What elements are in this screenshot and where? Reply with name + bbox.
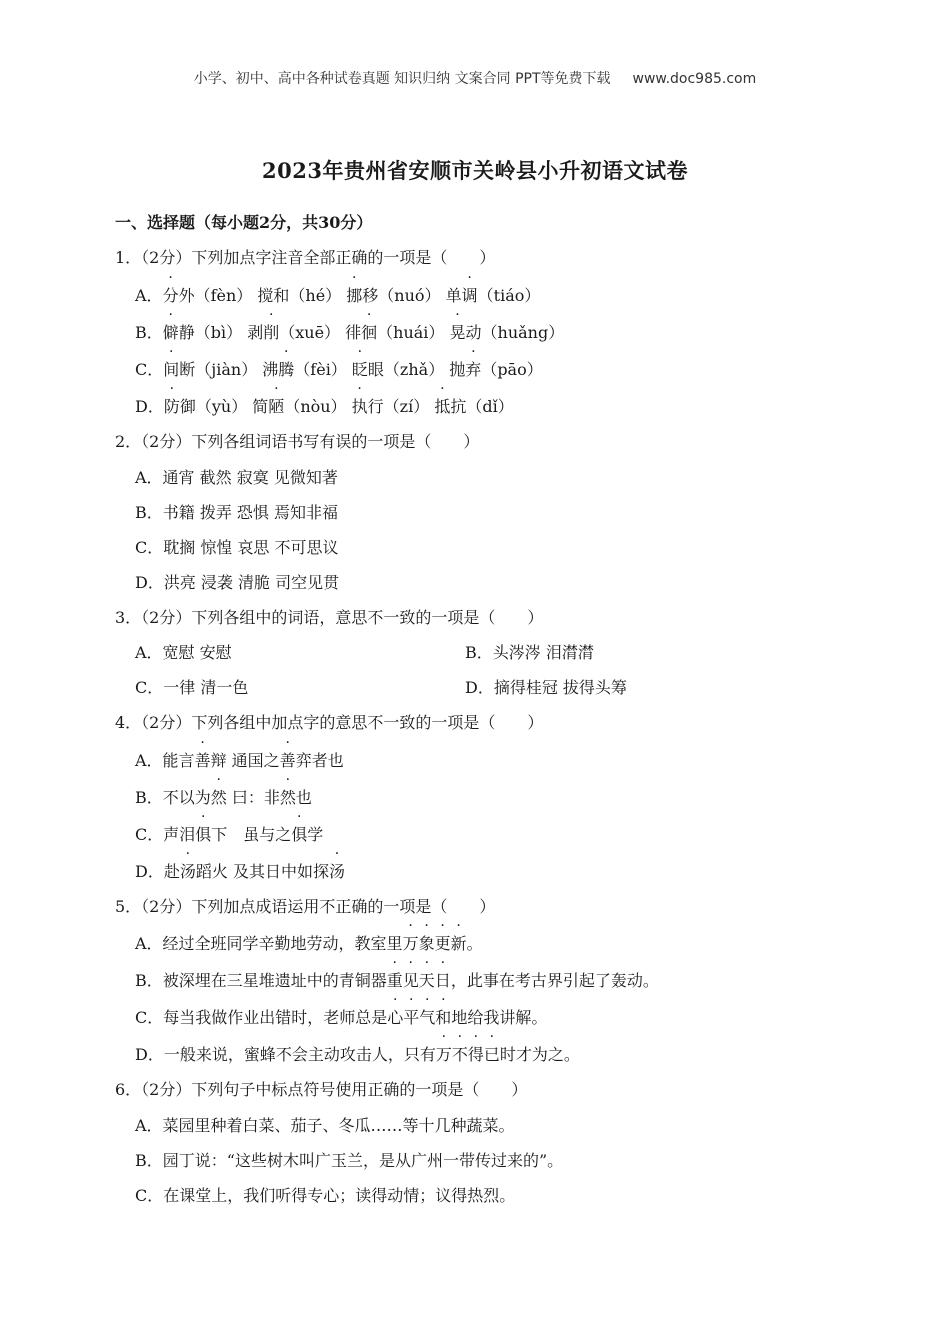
question-6-option-c: C．在课堂上，我们听得专心；读得动情；议得热烈。 — [135, 1186, 516, 1205]
question-3-option-c: C．一律 清一色 — [135, 678, 249, 697]
question-4-option-c: C．声泪俱下 虽与之俱学 — [135, 825, 324, 844]
question-5-option-a: A．经过全班同学辛勤地劳动，教室里万象更新。 — [135, 934, 483, 953]
question-5-option-c: C．每当我做作业出错时，老师总是心平气和地给我讲解。 — [135, 1008, 548, 1027]
question-1-option-a: A．分外（fèn） 搅和（hé） 挪移（nuó） 单调（tiáo） — [135, 286, 541, 305]
question-4-option-b: B．不以为然 曰：非然也 — [135, 788, 312, 807]
page-title: 2023年贵州省安顺市关岭县小升初语文试卷 — [262, 158, 688, 183]
question-3-option-a: A．宽慰 安慰 — [135, 643, 232, 662]
question-3-stem: 3．（2分）下列各组中的词语，意思不一致的一项是（ ） — [115, 608, 544, 627]
question-2-option-b: B．书籍 拨弄 恐惧 焉知非福 — [135, 503, 339, 522]
section-heading: 一、选择题（每小题2分，共30分） — [115, 213, 373, 232]
question-6-option-b: B．园丁说：“这些树木叫广玉兰，是从广州一带传过来的”。 — [135, 1151, 564, 1170]
question-6-stem: 6．（2分）下列句子中标点符号使用正确的一项是（ ） — [115, 1080, 528, 1099]
header-text: 小学、初中、高中各种试卷真题 知识归纳 文案合同 PPT等免费下载 — [193, 71, 611, 87]
question-6-option-a: A．菜园里种着白菜、茄子、冬瓜……等十几种蔬菜。 — [135, 1116, 515, 1135]
question-3-option-d: D．摘得桂冠 拔得头筹 — [465, 678, 627, 697]
question-1-option-b: B．僻静（bì） 剥削（xuē） 徘徊（huái） 晃动（huǎng） — [135, 323, 565, 342]
header-url[interactable]: www.doc985.com — [632, 71, 757, 87]
question-4-stem: 4．（2分）下列各组中加点字的意思不一致的一项是（ ） — [115, 713, 544, 732]
question-2-option-a: A．通宵 截然 寂寞 见微知著 — [135, 468, 338, 487]
question-5-option-b: B．被深埋在三星堆遗址中的青铜器重见天日，此事在考古界引起了轰动。 — [135, 971, 659, 990]
question-3-option-b: B．头涔涔 泪潸潸 — [465, 643, 594, 662]
question-1-option-d: D．防御（yù） 简陋（nòu） 执行（zí） 抵抗（dǐ） — [135, 397, 514, 416]
question-2-option-c: C．耽搁 惊惶 哀思 不可思议 — [135, 538, 339, 557]
question-4-option-a: A．能言善辩 通国之善弈者也 — [135, 751, 344, 770]
question-5-option-d: D．一般来说，蜜蜂不会主动攻击人，只有万不得已时才为之。 — [135, 1045, 580, 1064]
question-2-stem: 2．（2分）下列各组词语书写有误的一项是（ ） — [115, 432, 480, 451]
question-1-option-c: C．间断（jiàn） 沸腾（fèi） 眨眼（zhǎ） 抛弃（pāo） — [135, 360, 543, 379]
question-4-option-d: D．赴汤蹈火 及其日中如探汤 — [135, 862, 345, 881]
site-header — [0, 68, 950, 88]
question-5-stem: 5．（2分）下列加点成语运用不正确的一项是（ ） — [115, 897, 496, 916]
question-1-stem: 1．（2分）下列加点字注音全部正确的一项是（ ） — [115, 248, 496, 267]
question-2-option-d: D．洪亮 浸袭 清脆 司空见贯 — [135, 573, 340, 592]
